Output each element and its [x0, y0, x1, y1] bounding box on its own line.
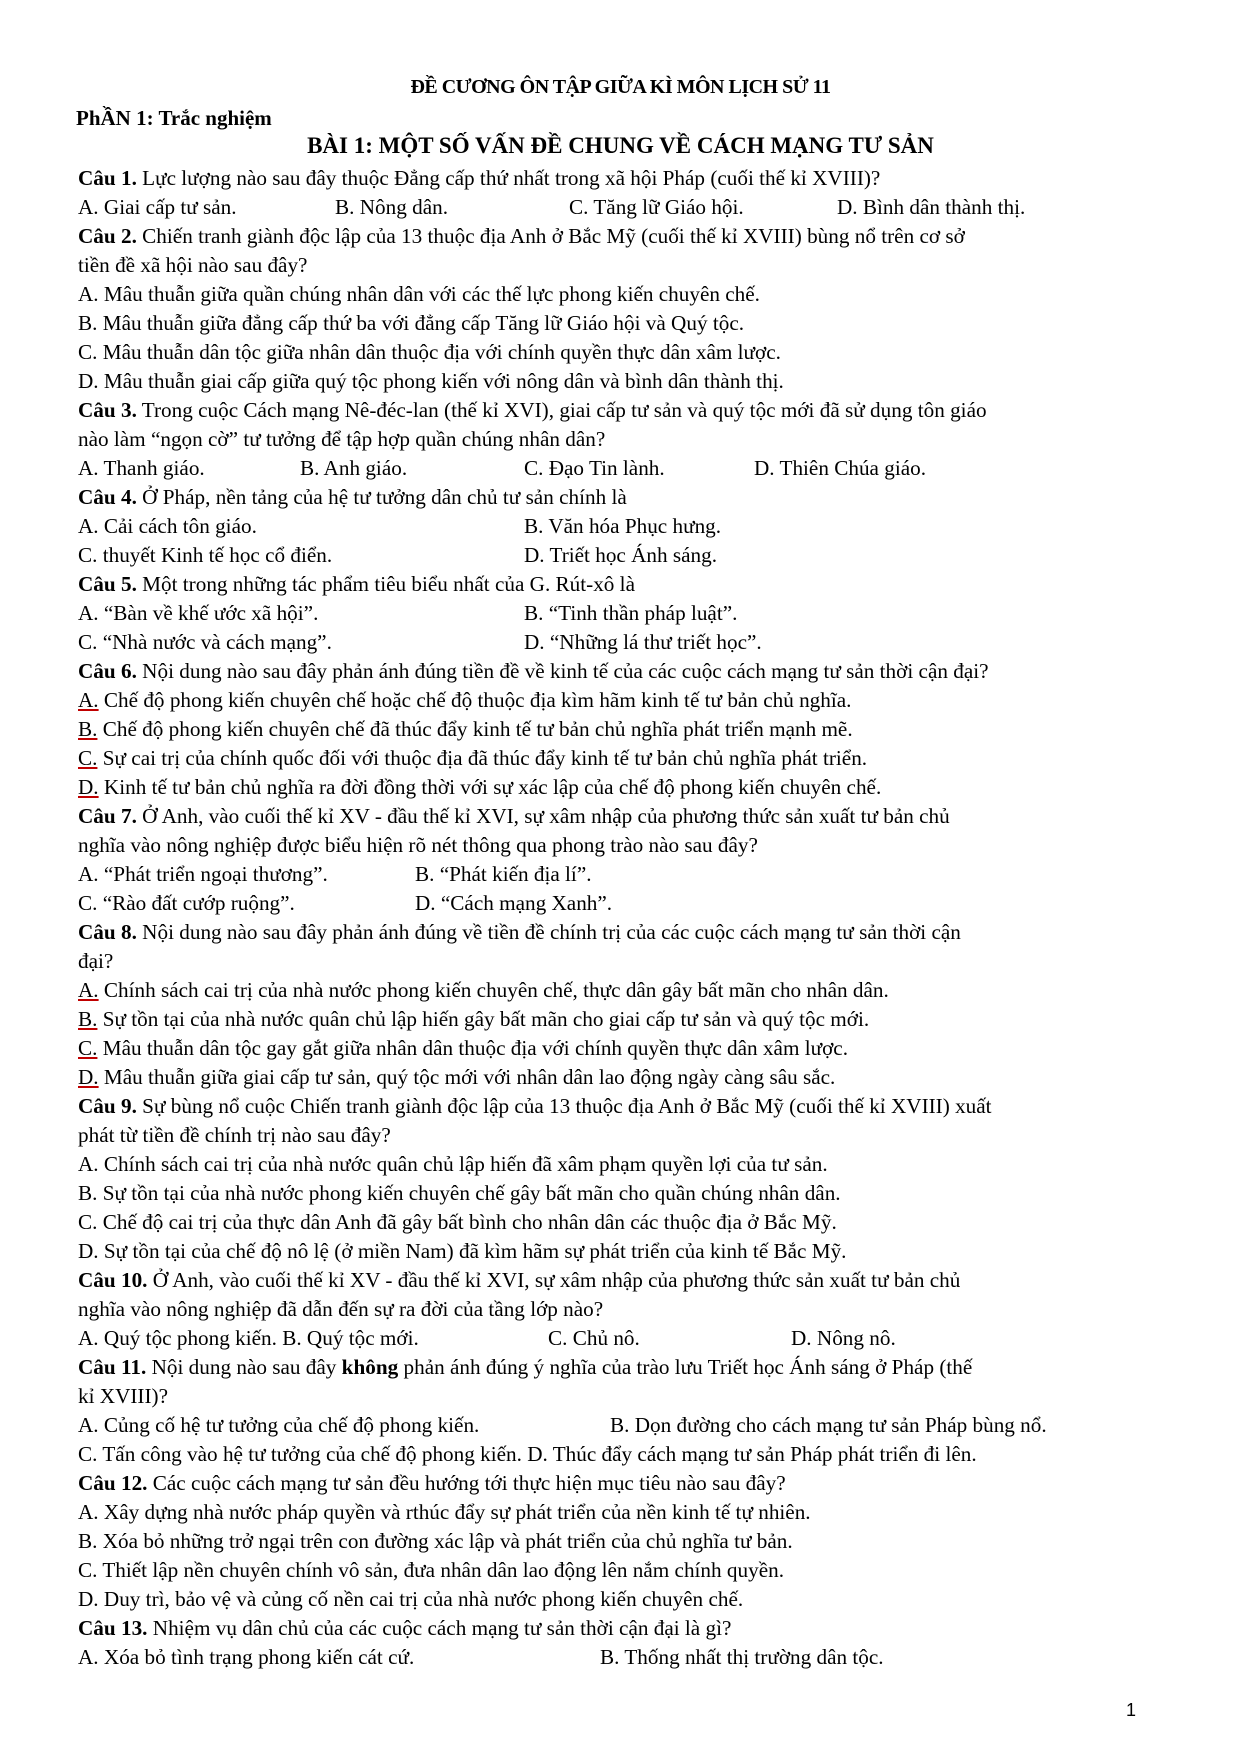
option-a: A. Xóa bỏ tình trạng phong kiến cát cứ.: [78, 1645, 415, 1669]
option-b: B. Mâu thuẫn giữa đẳng cấp thứ ba với đẳng cấp Tăng lữ Giáo hội và Quý tộc.: [78, 311, 745, 335]
option-c: C. Thiết lập nền chuyên chính vô sản, đưa nhân dân lao động lên nắm chính quyền.: [78, 1558, 784, 1582]
options-row: [78, 889, 1163, 918]
question-number: Câu 8.: [78, 920, 137, 944]
option-b: B. Anh giáo.: [300, 456, 408, 480]
option-b: B. Xóa bỏ những trở ngại trên con đường xác lập và phát triển của chủ nghĩa tư bản.: [78, 1529, 793, 1553]
question-number: Câu 2.: [78, 224, 137, 248]
option-text: Sự tồn tại của nhà nước quân chủ lập hiến gây bất mãn cho giai cấp tư sản và quý tộc mới.: [97, 1007, 870, 1031]
question-8: [78, 918, 1163, 947]
option-d: [78, 1063, 1163, 1092]
question-3: [78, 396, 1163, 425]
option-a: A. Thanh giáo.: [78, 456, 205, 480]
option-text: Chính sách cai trị của nhà nước phong kiến chuyên chế, thực dân gây bất mãn cho nhân dân.: [98, 978, 889, 1002]
option-letter: D.: [78, 1065, 99, 1089]
option-a: [78, 686, 1163, 715]
option-text: Mâu thuẫn giữa giai cấp tư sản, quý tộc mới với nhân dân lao động ngày càng sâu sắc.: [98, 1065, 836, 1089]
option-letter: C.: [78, 746, 98, 770]
options-row: [78, 541, 1163, 570]
question-text: Ở Anh, vào cuối thế kỉ XV - đầu thế kỉ XVI, sự xâm nhập của phương thức sản xuất tư bản chủ: [147, 1268, 961, 1292]
question-list: [78, 164, 1163, 1672]
option-b: [78, 1005, 1163, 1034]
option-letter: B.: [78, 1007, 98, 1031]
option-d: D. Duy trì, bảo vệ và củng cố nền cai trị của nhà nước phong kiến chuyên chế.: [78, 1587, 744, 1611]
option-c: C. thuyết Kinh tế học cổ điển.: [78, 543, 333, 567]
question-text: Các cuộc cách mạng tư sản đều hướng tới thực hiện mục tiêu nào sau đây?: [147, 1471, 786, 1495]
lesson-heading: BÀI 1: MỘT SỐ VẤN ĐỀ CHUNG VỀ CÁCH MẠNG TƯ SẢN: [307, 133, 934, 158]
question-number: Câu 11.: [78, 1355, 147, 1379]
option-d: D. Bình dân thành thị.: [837, 195, 1026, 219]
question-13: [78, 1614, 1163, 1643]
page-number: 1: [1126, 1700, 1137, 1720]
options-row: [78, 193, 1163, 222]
option-d: D. Nông nô.: [791, 1326, 896, 1350]
option-d: [78, 773, 1163, 802]
option-c-d: C. Tấn công vào hệ tư tưởng của chế độ phong kiến. D. Thúc đẩy cách mạng tư sản Pháp phát triển đi lên.: [78, 1442, 977, 1466]
option-a: A. Chính sách cai trị của nhà nước quân chủ lập hiến đã xâm phạm quyền lợi của tư sản.: [78, 1152, 828, 1176]
option-text: Sự cai trị của chính quốc đối với thuộc địa đã thúc đẩy kinh tế tư bản chủ nghĩa phát triển.: [97, 746, 868, 770]
option-b: [78, 715, 1163, 744]
option-text: Mâu thuẫn dân tộc gay gắt giữa nhân dân thuộc địa với chính quyền thực dân xâm lược.: [97, 1036, 848, 1060]
question-12: [78, 1469, 1163, 1498]
option-c: C. Chế độ cai trị của thực dân Anh đã gây bất bình cho nhân dân các thuộc địa ở Bắc Mỹ.: [78, 1210, 837, 1234]
question-text: Nội dung nào sau đây: [146, 1355, 342, 1379]
option-a-b: A. Quý tộc phong kiến. B. Quý tộc mới.: [78, 1326, 419, 1350]
option-c: [78, 744, 1163, 773]
question-text-cont: nào làm “ngọn cờ” tư tưởng để tập hợp quần chúng nhân dân?: [78, 427, 606, 451]
question-number: Câu 10.: [78, 1268, 148, 1292]
question-6: [78, 657, 1163, 686]
options-row: [78, 512, 1163, 541]
options-row: [78, 1324, 1163, 1353]
option-letter: A.: [78, 978, 99, 1002]
question-text: Sự bùng nổ cuộc Chiến tranh giành độc lập của 13 thuộc địa Anh ở Bắc Mỹ (cuối thế kỉ XVIII) xuất: [136, 1094, 992, 1118]
question-text: Chiến tranh giành độc lập của 13 thuộc địa Anh ở Bắc Mỹ (cuối thế kỉ XVIII) bùng nổ trên cơ sở: [136, 224, 965, 248]
question-number: Câu 13.: [78, 1616, 148, 1640]
question-text: Nhiệm vụ dân chủ của các cuộc cách mạng tư sản thời cận đại là gì?: [147, 1616, 732, 1640]
option-c: C. Đạo Tin lành.: [524, 456, 665, 480]
question-text-cont: đại?: [78, 949, 114, 973]
options-row: [78, 628, 1163, 657]
option-c: C. Tăng lữ Giáo hội.: [569, 195, 744, 219]
question-text: Một trong những tác phẩm tiêu biểu nhất của G. Rút-xô là: [136, 572, 635, 596]
option-letter: B.: [78, 717, 98, 741]
option-a: A. Giai cấp tư sản.: [78, 195, 237, 219]
part-heading: PhẦN 1: Trắc nghiệm: [76, 106, 272, 130]
option-letter: A.: [78, 688, 99, 712]
option-a: A. “Phát triển ngoại thương”.: [78, 862, 328, 886]
option-a: A. Cải cách tôn giáo.: [78, 514, 257, 538]
option-d: D. “Những lá thư triết học”.: [524, 630, 762, 654]
question-number: Câu 1.: [78, 166, 137, 190]
options-row: [78, 454, 1163, 483]
question-5: [78, 570, 1163, 599]
question-4: [78, 483, 1163, 512]
option-letter: C.: [78, 1036, 98, 1060]
option-text: Kinh tế tư bản chủ nghĩa ra đời đồng thời với sự xác lập của chế độ phong kiến chuyên chế.: [98, 775, 882, 799]
options-row: [78, 860, 1163, 889]
option-a: A. Xây dựng nhà nước pháp quyền và rthúc đẩy sự phát triển của nền kinh tế tự nhiên.: [78, 1500, 811, 1524]
question-text-cont: tiền đề xã hội nào sau đây?: [78, 253, 308, 277]
option-text: Chế độ phong kiến chuyên chế hoặc chế độ thuộc địa kìm hãm kinh tế tư bản chủ nghĩa.: [98, 688, 852, 712]
question-text-cont: nghĩa vào nông nghiệp được biểu hiện rõ nét thông qua phong trào nào sau đây?: [78, 833, 758, 857]
option-a: A. Củng cố hệ tư tưởng của chế độ phong kiến.: [78, 1413, 480, 1437]
option-b: B. “Tinh thần pháp luật”.: [524, 601, 738, 625]
option-c: C. “Nhà nước và cách mạng”.: [78, 630, 332, 654]
question-number: Câu 12.: [78, 1471, 148, 1495]
option-text: Chế độ phong kiến chuyên chế đã thúc đẩy kinh tế tư bản chủ nghĩa phát triển mạnh mẽ.: [97, 717, 853, 741]
question-emphasis: không: [341, 1355, 399, 1379]
option-b: B. “Phát kiến địa lí”.: [415, 862, 592, 886]
option-d: D. “Cách mạng Xanh”.: [415, 891, 613, 915]
question-text: Trong cuộc Cách mạng Nê-đéc-lan (thế kỉ XVI), giai cấp tư sản và quý tộc mới đã sử dụng tôn giáo: [136, 398, 987, 422]
option-c: [78, 1034, 1163, 1063]
question-number: Câu 7.: [78, 804, 137, 828]
option-b: B. Sự tồn tại của nhà nước phong kiến chuyên chế gây bất mãn cho quần chúng nhân dân.: [78, 1181, 841, 1205]
question-11: [78, 1353, 1163, 1382]
question-number: Câu 4.: [78, 485, 137, 509]
option-a: A. Mâu thuẫn giữa quần chúng nhân dân với các thế lực phong kiến chuyên chế.: [78, 282, 760, 306]
option-b: B. Văn hóa Phục hưng.: [524, 514, 722, 538]
option-b: B. Dọn đường cho cách mạng tư sản Pháp bùng nổ.: [610, 1413, 1047, 1437]
question-number: Câu 9.: [78, 1094, 137, 1118]
question-number: Câu 3.: [78, 398, 137, 422]
option-c: C. “Rào đất cướp ruộng”.: [78, 891, 295, 915]
question-10: [78, 1266, 1163, 1295]
option-d: D. Mâu thuẫn giai cấp giữa quý tộc phong kiến với nông dân và bình dân thành thị.: [78, 369, 784, 393]
option-b: B. Nông dân.: [335, 195, 448, 219]
option-letter: D.: [78, 775, 99, 799]
question-text: phản ánh đúng ý nghĩa của trào lưu Triết học Ánh sáng ở Pháp (thế: [398, 1355, 973, 1379]
question-text-cont: nghĩa vào nông nghiệp đã dẫn đến sự ra đời của tầng lớp nào?: [78, 1297, 604, 1321]
option-a: [78, 976, 1163, 1005]
options-row: [78, 1643, 1163, 1672]
question-text-cont: kỉ XVIII)?: [78, 1384, 169, 1408]
question-9: [78, 1092, 1163, 1121]
question-number: Câu 5.: [78, 572, 137, 596]
option-a: A. “Bàn về khế ước xã hội”.: [78, 601, 319, 625]
options-row: [78, 599, 1163, 628]
question-text: Ở Pháp, nền tảng của hệ tư tưởng dân chủ tư sản chính là: [136, 485, 627, 509]
question-2: [78, 222, 1163, 251]
option-b: B. Thống nhất thị trường dân tộc.: [600, 1645, 884, 1669]
question-text: Nội dung nào sau đây phản ánh đúng về tiền đề chính trị của các cuộc cách mạng tư sản thời cận: [136, 920, 961, 944]
option-d: D. Thiên Chúa giáo.: [754, 456, 927, 480]
question-7: [78, 802, 1163, 831]
question-1: [78, 164, 1163, 193]
question-text: Ở Anh, vào cuối thế kỉ XV - đầu thế kỉ XVI, sự xâm nhập của phương thức sản xuất tư bản chủ: [136, 804, 950, 828]
option-d: D. Triết học Ánh sáng.: [524, 543, 718, 567]
option-c: C. Chủ nô.: [548, 1326, 640, 1350]
question-text: Lực lượng nào sau đây thuộc Đẳng cấp thứ nhất trong xã hội Pháp (cuối thế kỉ XVIII)?: [136, 166, 881, 190]
question-text-cont: phát từ tiền đề chính trị nào sau đây?: [78, 1123, 391, 1147]
option-d: D. Sự tồn tại của chế độ nô lệ (ở miền Nam) đã kìm hãm sự phát triển của kinh tế Bắc Mỹ.: [78, 1239, 847, 1263]
question-text: Nội dung nào sau đây phản ánh đúng tiền đề về kinh tế của các cuộc cách mạng tư sản thời cận đại?: [136, 659, 989, 683]
options-row: [78, 1411, 1163, 1440]
option-c: C. Mâu thuẫn dân tộc giữa nhân dân thuộc địa với chính quyền thực dân xâm lược.: [78, 340, 781, 364]
document-title: ĐỀ CƯƠNG ÔN TẬP GIỮA KÌ MÔN LỊCH SỬ 11: [410, 76, 831, 98]
question-number: Câu 6.: [78, 659, 137, 683]
